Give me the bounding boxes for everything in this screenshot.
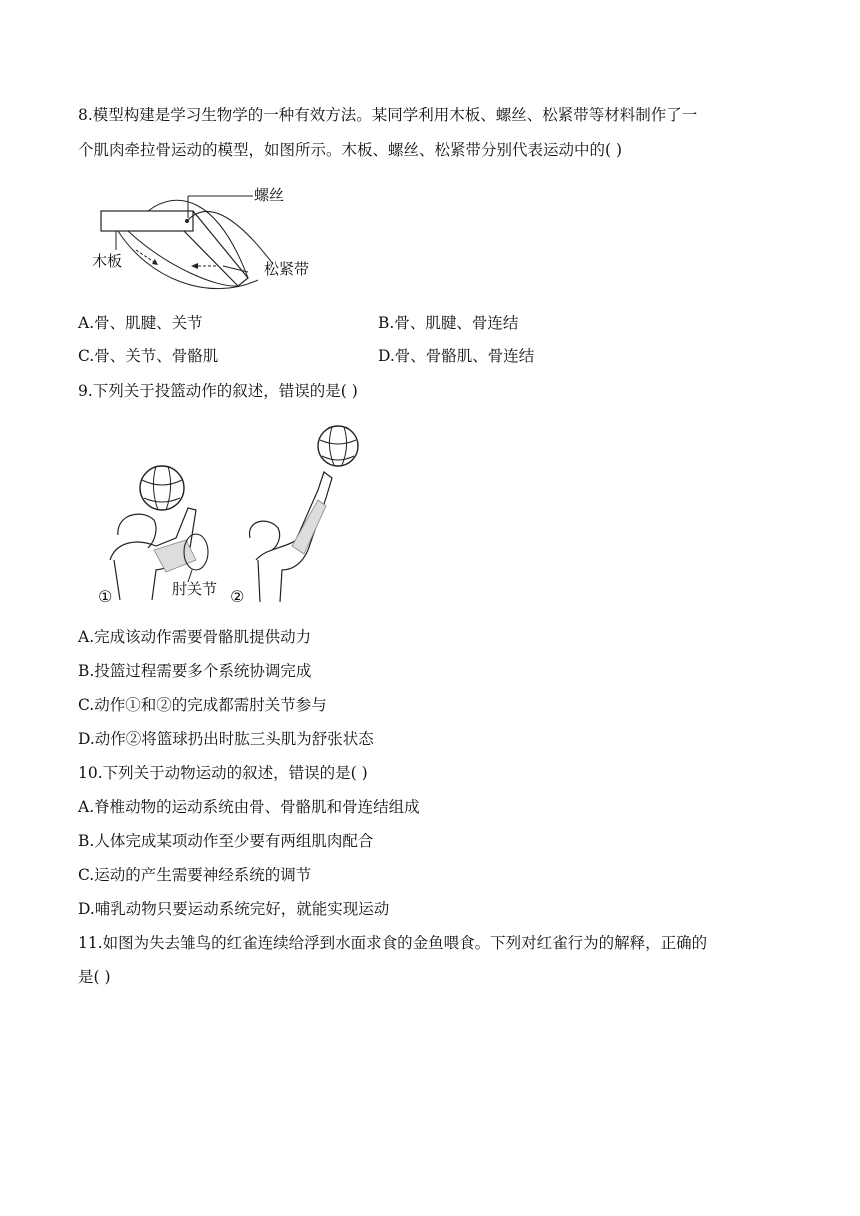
q9-option-b: B.投篮过程需要多个系统协调完成	[78, 662, 312, 680]
q8-option-c: C.骨、关节、骨骼肌	[78, 347, 219, 365]
label-panel2: ②	[230, 587, 245, 606]
label-board: 木板	[92, 252, 123, 270]
q10-option-a: A.脊椎动物的运动系统由骨、骨骼肌和骨连结组成	[78, 798, 420, 816]
q9-option-c: C.动作①和②的完成都需肘关节参与	[78, 696, 327, 714]
q8-stem-line2: 个肌肉牵拉骨运动的模型，如图所示。木板、螺丝、松紧带分别代表运动中的( )	[78, 141, 623, 159]
muscle-model-figure	[88, 178, 328, 300]
q10-stem: 10.下列关于动物运动的叙述，错误的是( )	[78, 764, 368, 782]
q8-option-b: B.骨、肌腱、骨连结	[378, 314, 519, 332]
q11-stem-line2: 是( )	[78, 968, 111, 986]
q8-stem-line1: 8.模型构建是学习生物学的一种有效方法。某同学利用木板、螺丝、松紧带等材料制作了一	[78, 106, 698, 124]
label-elastic: 松紧带	[264, 260, 310, 278]
q9-option-d: D.动作②将篮球扔出时肱三头肌为舒张状态	[78, 730, 374, 748]
q10-option-c: C.运动的产生需要神经系统的调节	[78, 866, 312, 884]
label-panel1: ①	[98, 587, 113, 606]
q8-option-a: A.骨、肌腱、关节	[78, 314, 203, 332]
q11-stem-line1: 11.如图为失去雏鸟的红雀连续给浮到水面求食的金鱼喂食。下列对红雀行为的解释，正确的	[78, 934, 708, 952]
q10-option-d: D.哺乳动物只要运动系统完好，就能实现运动	[78, 900, 390, 918]
label-screw: 螺丝	[254, 186, 285, 204]
q8-option-d: D.骨、骨骼肌、骨连结	[378, 347, 535, 365]
q10-option-b: B.人体完成某项动作至少要有两组肌肉配合	[78, 832, 374, 850]
label-elbow: 肘关节	[172, 580, 218, 598]
q9-option-a: A.完成该动作需要骨骼肌提供动力	[78, 628, 312, 646]
q9-stem: 9.下列关于投篮动作的叙述，错误的是( )	[78, 382, 358, 400]
basketball-shooting-figure	[96, 420, 366, 610]
